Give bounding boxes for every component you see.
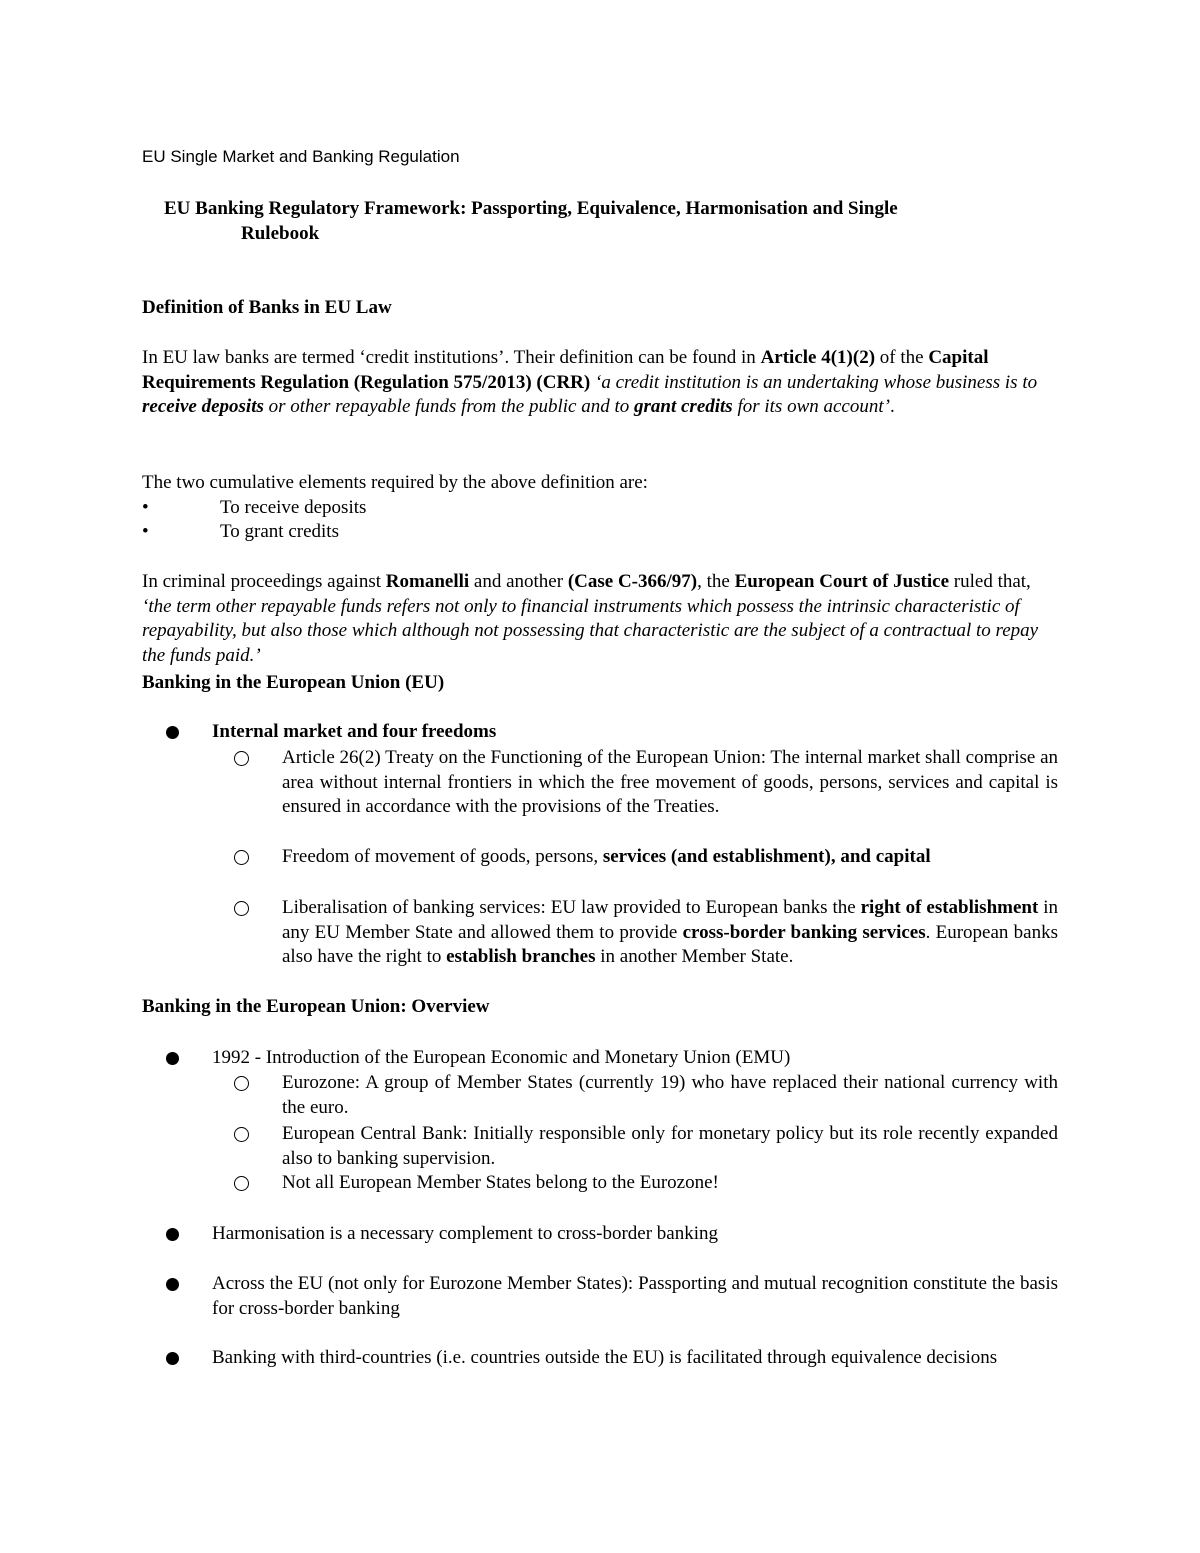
bullet-icon — [164, 1272, 212, 1321]
quote-emphasis: receive deposits — [142, 396, 264, 418]
text: of the — [875, 347, 929, 368]
text: In criminal proceedings against — [142, 571, 386, 592]
definition-heading: Definition of Banks in EU Law — [142, 297, 392, 318]
text: Freedom of movement of goods, persons, — [282, 846, 603, 867]
bullet-icon: • — [142, 521, 149, 542]
list-item — [164, 1222, 1058, 1247]
text: in any EU Member State and allowed them to provide — [282, 897, 1059, 943]
emphasis: services (and establishment), and capital — [602, 846, 931, 867]
emphasis: right of establishment — [860, 897, 1039, 918]
text: . — [889, 396, 895, 418]
list-item — [142, 520, 1058, 545]
circle-bullet-icon — [234, 845, 282, 870]
bullet-icon: • — [142, 497, 149, 518]
list-item — [164, 1346, 1058, 1371]
list-item — [164, 720, 1058, 745]
bullet-icon — [164, 1346, 212, 1371]
text: ruled that, — [949, 571, 1031, 592]
item-text: Across the EU (not only for Eurozone Member States): Passporting and mutual recognition constitute the basis for cross-border banking — [212, 1273, 1058, 1319]
item-text: Internal market and four freedoms — [212, 721, 497, 742]
list-item — [234, 1171, 1058, 1196]
emphasis: cross-border banking services — [682, 921, 926, 943]
element-text: To receive deposits — [220, 497, 367, 518]
bullet-icon — [164, 1222, 212, 1247]
quote-emphasis: grant credits — [634, 396, 733, 418]
item-text: Article 26(2) Treaty on the Functioning of the European Union: The internal market shall comprise an area without internal frontiers in which the free movement of goods, persons, services and capital is ensured in accordance with the provisions of the Treaties. — [282, 747, 1058, 818]
circle-bullet-icon — [234, 1171, 282, 1196]
overview-heading: Banking in the European Union: Overview — [142, 996, 490, 1017]
banking-eu-heading: Banking in the European Union (EU) — [142, 672, 445, 693]
definition-paragraph — [142, 346, 1058, 420]
text: Liberalisation of banking services: EU law provided to European banks the — [282, 897, 861, 918]
text: . European banks also have the right to — [282, 921, 1058, 968]
list-item — [234, 845, 1058, 870]
regulation-ref: Capital Requirements Regulation (Regulation 575/2013) (CRR) — [142, 347, 989, 393]
text: and another — [469, 571, 568, 592]
case-name: Romanelli — [385, 571, 470, 592]
element-text: To grant credits — [220, 521, 339, 542]
item-text — [282, 845, 1058, 870]
text: , the — [697, 571, 735, 592]
case-number: (Case C-366/97) — [567, 571, 698, 592]
quote-text: or other repayable funds from the public and to — [263, 396, 634, 418]
list-item — [164, 1272, 1058, 1321]
subtitle-line-2: Rulebook — [241, 222, 320, 244]
item-text: European Central Bank: Initially responsible only for monetary policy but its role recently expanded also to banking supervision. — [282, 1123, 1058, 1169]
quote-text: ‘the term other repayable funds refers not only to financial instruments which possess the intrinsic characteristic of repayability, but also those which although not possessing that characteristic are the subject of a contractual to repay the funds paid.’ — [142, 595, 1039, 666]
bullet-icon — [164, 720, 212, 745]
text: In EU law banks are termed ‘credit institutions’. Their definition can be found in — [142, 347, 761, 368]
court-name: European Court of Justice — [734, 571, 950, 592]
document-subtitle — [164, 197, 1058, 246]
quote-text: ‘a credit institution is an undertaking whose business is to — [590, 371, 1038, 393]
circle-bullet-icon — [234, 1122, 282, 1171]
document-title: EU Single Market and Banking Regulation — [142, 147, 460, 166]
quote-text: for its own account’ — [732, 396, 890, 418]
list-item — [234, 1071, 1058, 1120]
emphasis: establish branches — [446, 946, 596, 968]
subtitle-line-1: EU Banking Regulatory Framework: Passporting, Equivalence, Harmonisation and Single — [164, 198, 898, 219]
elements-intro: The two cumulative elements required by the above definition are: — [142, 472, 648, 493]
article-ref: Article 4(1)(2) — [760, 347, 876, 368]
circle-bullet-icon — [234, 746, 282, 820]
document-page — [142, 0, 1058, 1553]
item-text: Harmonisation is a necessary complement to cross-border banking — [212, 1223, 718, 1244]
case-paragraph — [142, 570, 1058, 668]
list-item — [142, 496, 1058, 521]
item-text: Banking with third-countries (i.e. countries outside the EU) is facilitated through equivalence decisions — [212, 1347, 998, 1368]
item-text: Not all European Member States belong to the Eurozone! — [282, 1172, 719, 1193]
list-item — [164, 1046, 1058, 1071]
circle-bullet-icon — [234, 896, 282, 970]
item-text: Eurozone: A group of Member States (currently 19) who have replaced their national currency with the euro. — [282, 1072, 1058, 1118]
bullet-icon — [164, 1046, 212, 1071]
list-item — [234, 1122, 1058, 1171]
list-item — [234, 896, 1058, 970]
circle-bullet-icon — [234, 1071, 282, 1120]
list-item — [234, 746, 1058, 820]
item-text — [282, 896, 1058, 970]
text: in another Member State. — [595, 946, 794, 968]
item-text: 1992 - Introduction of the European Economic and Monetary Union (EMU) — [212, 1047, 791, 1068]
